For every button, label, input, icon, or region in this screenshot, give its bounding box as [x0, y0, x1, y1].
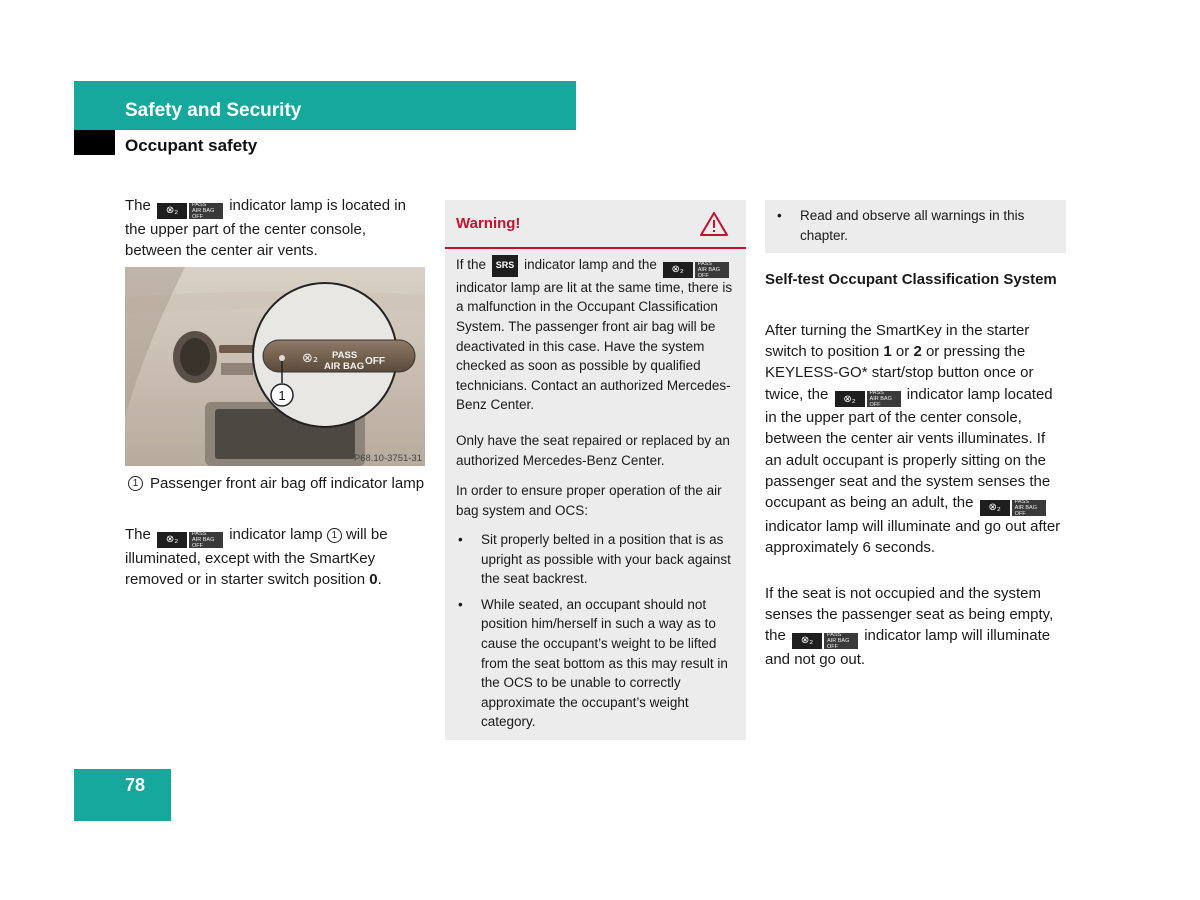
self-test-paragraph-2: If the seat is not occupied and the system senses the passenger seat as being empty, the ⊗₂ PASS AIR BAG OFF indicator lamp will illuminate and not go out.	[765, 585, 1054, 668]
lamp-label-off: OFF	[365, 356, 385, 367]
caption-callout-number: 1	[128, 476, 143, 491]
self-test-heading: Self-test Occupant Classification System	[765, 271, 1057, 288]
srs-lamp-icon: SRS	[492, 255, 519, 277]
warning-bullet-list	[456, 530, 736, 732]
self-test-paragraph-1: After turning the SmartKey in the starter switch to position 1 or 2 or pressing the KEYLESS-GO* start/stop button once or twice, the ⊗₂ PASS AIR BAG OFF indicator lamp located in the upper part of the center console, between the center air vents illuminates. If an adult occupant is properly sitting on the passenger seat and the system senses the occupant as being an adult, the ⊗₂ PASS AIR BAG OFF indicator lamp will illuminate and go out after approximately 6 seconds.	[765, 322, 1061, 556]
list-item: • Read and observe all warnings in this chapter.	[775, 206, 1060, 245]
lamp-label-pass: PASS	[332, 350, 358, 361]
console-photo	[125, 267, 425, 466]
airbag-off-lamp-icon: ⊗₂ PASS AIR BAG OFF	[980, 500, 1046, 516]
photo-callout-1: 1	[278, 388, 286, 403]
airbag-off-lamp-icon: ⊗₂ PASS AIR BAG OFF	[157, 203, 223, 219]
inline-callout-number: 1	[327, 528, 342, 543]
list-item: • While seated, an occupant should not position him/herself in such a way as to cause the occupant’s weight to be lifted from the seat bottom as this may result in the OCS to be unable to correctly approximate the occupant’s weight category.	[456, 595, 736, 732]
note-bullet	[775, 206, 1060, 245]
page-number-box	[74, 769, 171, 821]
lamp-paragraph: The ⊗₂ PASS AIR BAG OFF indicator lamp 1 will be illuminated, except with the SmartKey removed or in starter switch position 0.	[125, 526, 388, 588]
airbag-off-lamp-icon: ⊗₂ PASS AIR BAG OFF	[663, 262, 729, 278]
lamp-seat-symbol: ⊗₂	[302, 351, 319, 366]
page-number: 78	[125, 775, 146, 795]
airbag-off-lamp-icon: ⊗₂ PASS AIR BAG OFF	[792, 633, 858, 649]
warning-paragraph-1: If the SRS indicator lamp and the ⊗₂ PASS AIR BAG OFF indicator lamp are lit at the same time, there is a malfunction in the Occupant Classification System. The passenger front air bag will be deactivated in this case. Have the system checked as soon as possible by qualified technicians. Contact an authorized Mercedes-Benz Center.	[456, 257, 733, 413]
subsection-marker	[74, 130, 115, 155]
photo-reference: P68.10-3751-31	[353, 453, 422, 464]
lamp-label-airbag: AIR BAG	[324, 361, 365, 372]
warning-divider	[445, 247, 746, 249]
warning-paragraph-3: In order to ensure proper operation of the air bag system and OCS:	[456, 483, 722, 518]
photo-caption: 1 Passenger front air bag off indicator lamp	[125, 473, 425, 494]
warning-paragraph-2: Only have the seat repaired or replaced by an authorized Mercedes-Benz Center.	[456, 433, 730, 468]
list-item: • Sit properly belted in a position that is as upright as possible with your back against the seat backrest.	[456, 530, 736, 589]
airbag-off-lamp-icon: ⊗₂ PASS AIR BAG OFF	[835, 391, 901, 407]
warning-title: Warning!	[456, 215, 521, 232]
subsection-title: Occupant safety	[125, 136, 258, 155]
airbag-off-lamp-icon: ⊗₂ PASS AIR BAG OFF	[157, 532, 223, 548]
warning-triangle-icon	[699, 211, 729, 242]
intro-paragraph: The ⊗₂ PASS AIR BAG OFF indicator lamp is located in the upper part of the center console, between the center air vents.	[125, 197, 406, 259]
section-title: Safety and Security	[125, 100, 302, 121]
